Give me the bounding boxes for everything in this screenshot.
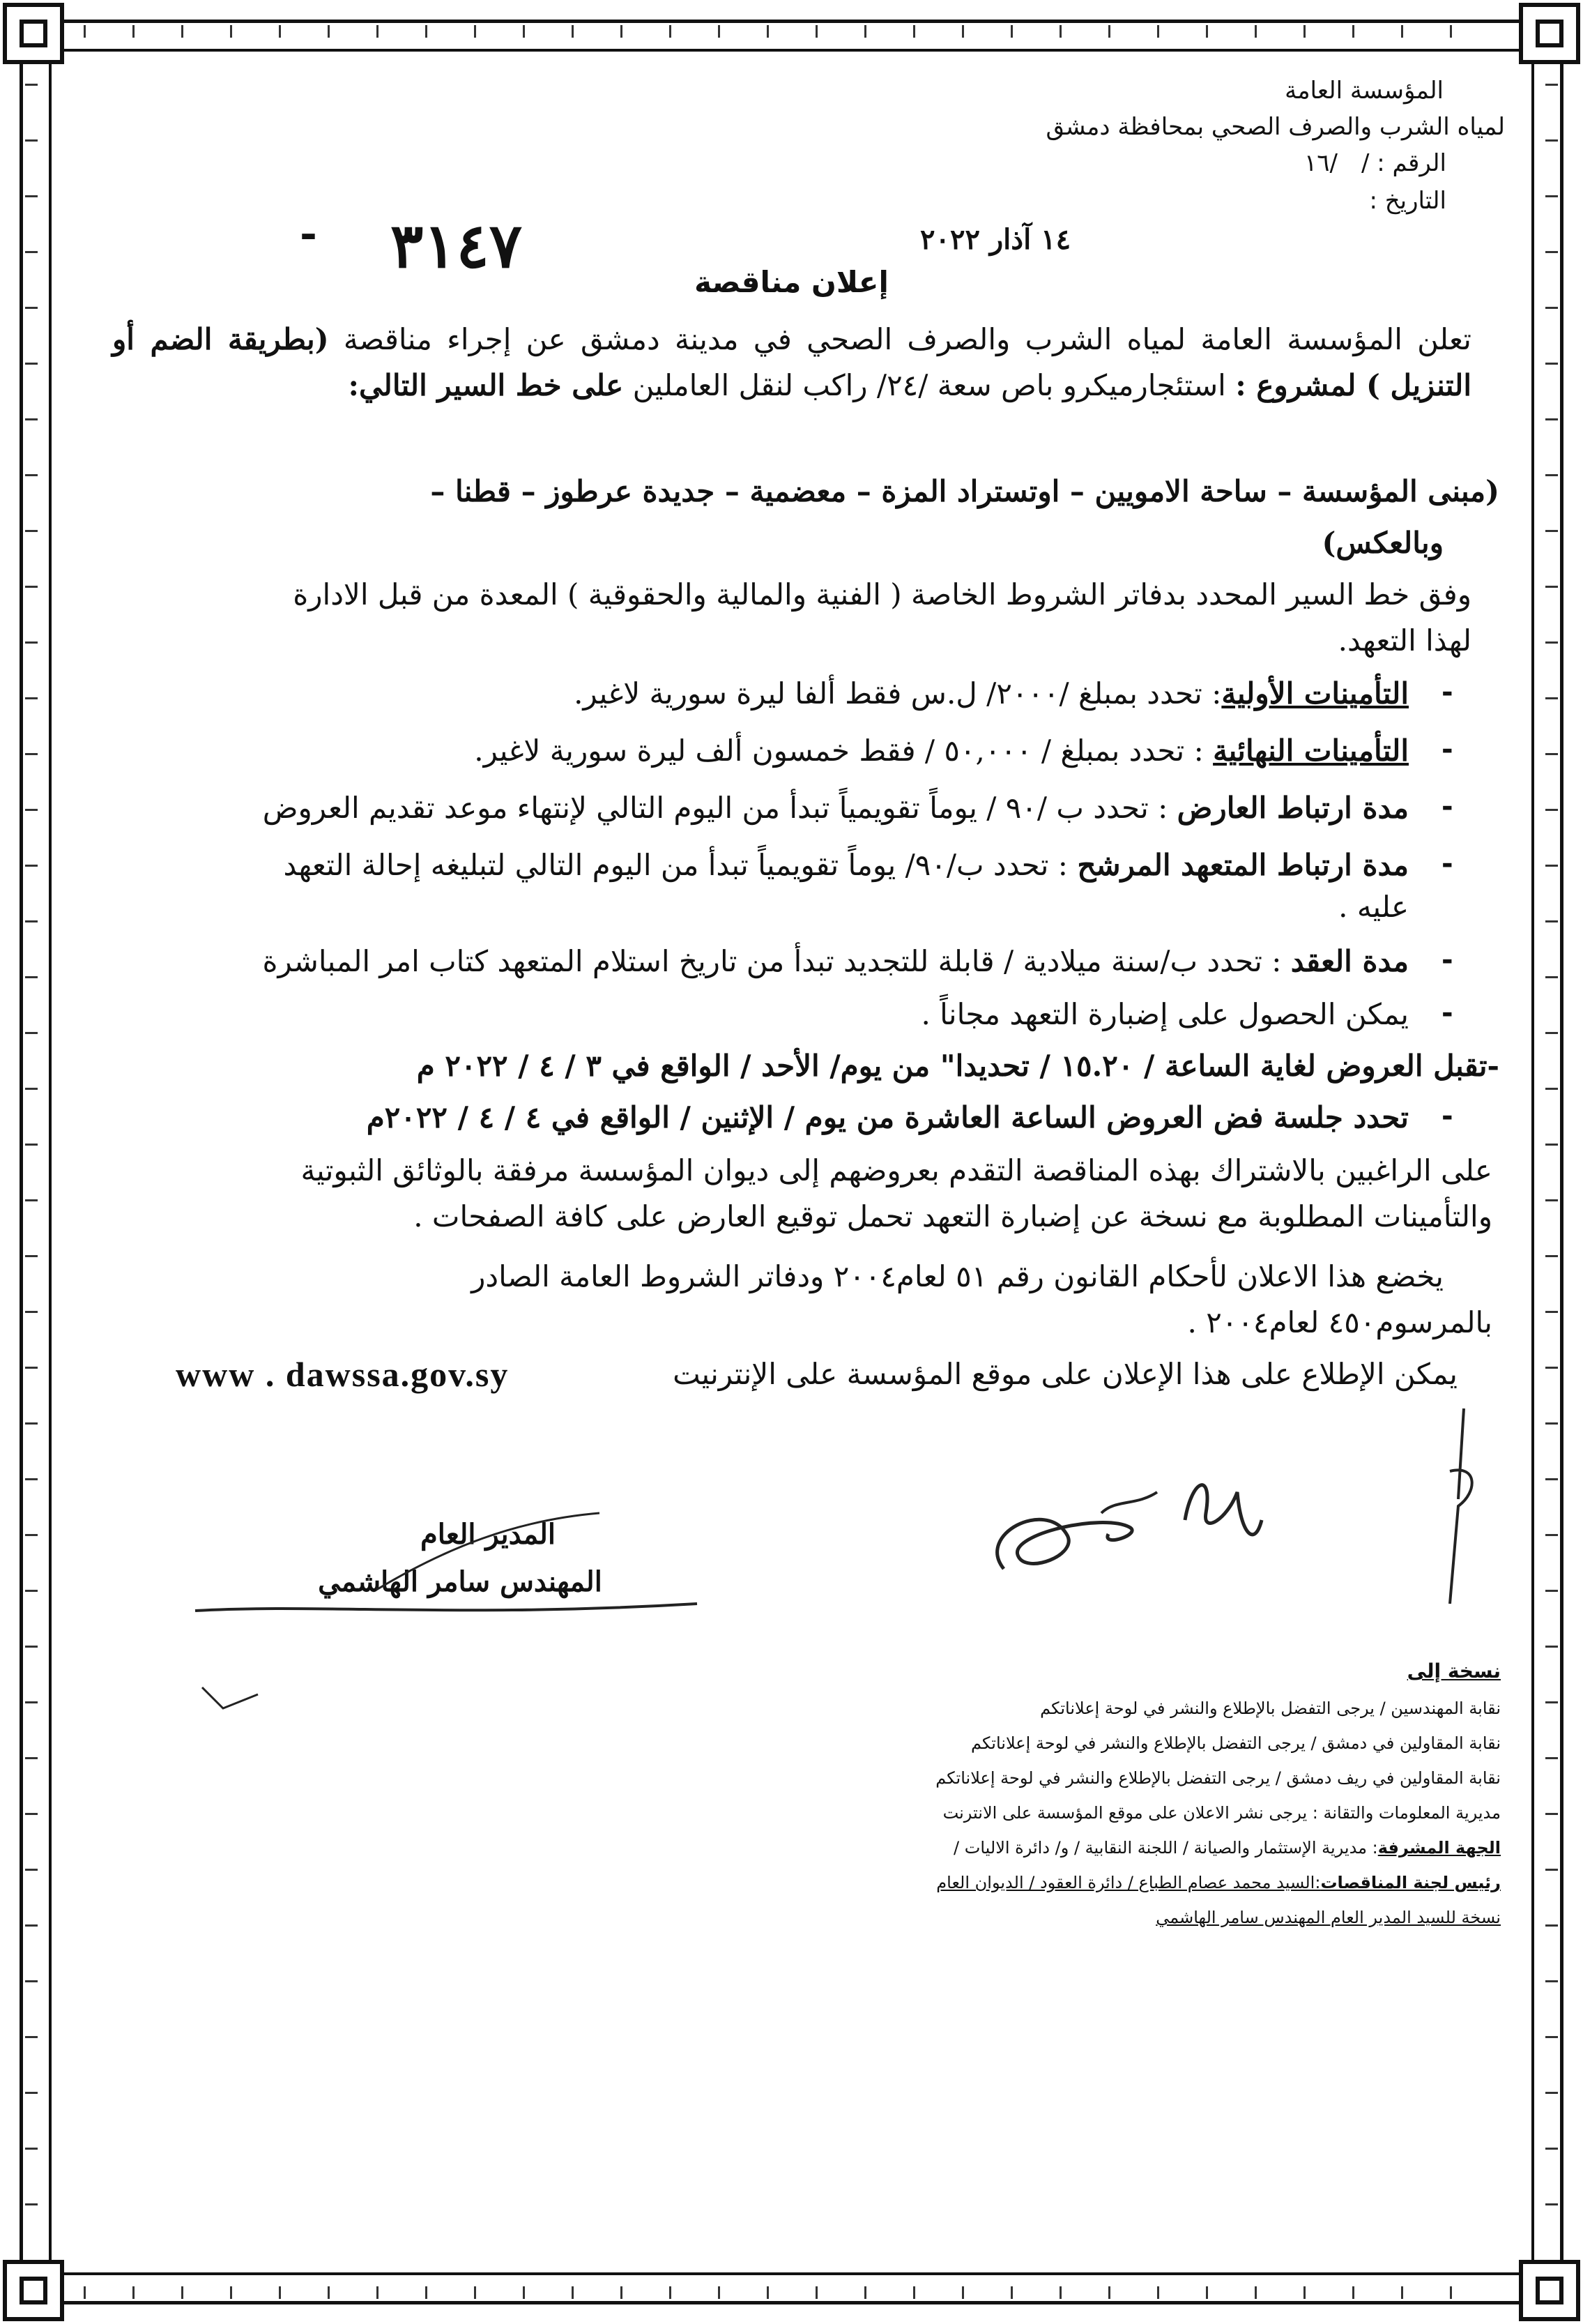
copy-director: نسخة للسيد المدير العام المهندس سامر الهاشمي	[1156, 1908, 1501, 1927]
bullet: -	[1441, 944, 1453, 976]
copy-supervisor: الجهة المشرفة: مديرية الإستثمار والصيانة / اللجنة النقابية / و/ دائرة الاليات /	[954, 1838, 1501, 1858]
submission-deadline: -تقبل العروض لغاية الساعة / ١٥.٢٠ / تحديدا" من يوم/ الأحد / الواقع في ٣ / ٤ / ٢٠٢٢ م	[416, 1049, 1499, 1083]
copies-heading: نسخة إلى	[1407, 1660, 1501, 1683]
website-url[interactable]: www . dawssa.gov.sy	[176, 1355, 510, 1394]
bullet: -	[1441, 676, 1453, 708]
border-ornament-left	[25, 84, 38, 2238]
opening-session: تحدد جلسة فض العروض الساعة العاشرة من يوم / الإثنين / الواقع في ٤ / ٤ / ٢٠٢٢م	[366, 1100, 1409, 1134]
signature-scribbles	[962, 1395, 1506, 1618]
route-line-1: (مبنى المؤسسة – ساحة الامويين – اوتستراد المزة – معضمية – جديدة عرطوز – قطنا –	[430, 474, 1499, 508]
closing-line-4: بالمرسوم٤٥٠ لعام٢٠٠٤ .	[1187, 1305, 1492, 1339]
item-final-insurance: التأمينات النهائية : تحدد بمبلغ / ٥٠,٠٠٠ / فقط خمسون ألف ليرة سورية لاغير.	[474, 734, 1409, 768]
registration-number-stamp: ٣١٤٧	[390, 209, 523, 282]
copy-line-2: نقابة المقاولين في دمشق / يرجى التفضل بالإطلاع والنشر في لوحة إعلاناتكم	[971, 1733, 1501, 1753]
date-label: التاريخ :	[1369, 187, 1446, 215]
signature-stroke	[181, 1506, 711, 1729]
conditions-line-1: وفق خط السير المحدد بدفاتر الشروط الخاصة ( الفنية والمالية والحقوقية ) المعدة من قبل الادارة	[293, 577, 1471, 612]
corner-ornament-top-left	[3, 3, 64, 64]
closing-line-2: والتأمينات المطلوبة مع نسخة عن إضبارة التعهد تحمل توقيع العارض على كافة الصفحات .	[413, 1199, 1492, 1233]
item-initial-insurance: التأمينات الأولية: تحدد بمبلغ /٢٠٠٠/ ل.س فقط ألفا ليرة سورية لاغير.	[574, 676, 1409, 711]
bullet: -	[1441, 1100, 1453, 1132]
closing-line-1: على الراغبين بالاشتراك بهذه المناقصة التقدم بعروضهم إلى ديوان المؤسسة مرفقة بالوثائق الثبوتية	[300, 1153, 1492, 1187]
org-name-line1: المؤسسة العامة	[1285, 77, 1444, 105]
signatory-title: المدير العام	[420, 1518, 556, 1551]
item-contract-duration: مدة العقد : تحدد ب/سنة ميلادية / قابلة للتجديد تبدأ من تاريخ استلام المتعهد كتاب امر المباشرة	[262, 944, 1409, 978]
copy-line-4: مديرية المعلومات والتقانة : يرجى نشر الاعلان على موقع المؤسسة على الانترنت	[942, 1803, 1501, 1823]
bullet: -	[1441, 848, 1453, 880]
bullet: -	[1441, 997, 1453, 1029]
org-name-line2: لمياه الشرب والصرف الصحي بمحافظة دمشق	[1046, 113, 1505, 141]
registration-date: ١٤ آذار ٢٠٢٢	[920, 223, 1071, 256]
border-ornament-top	[84, 25, 1499, 38]
route-line-2: وبالعكس)	[1322, 526, 1444, 560]
website-notice: يمكن الإطلاع على هذا الإعلان على موقع المؤسسة على الإنترنيت	[673, 1357, 1458, 1391]
copy-committee: رئيس لجنة المناقصات:السيد محمد عصام الطباع / دائرة العقود / الديوان العام	[936, 1873, 1501, 1892]
ref-label: الرقم : /	[1361, 149, 1446, 177]
corner-ornament-top-right	[1519, 3, 1580, 64]
corner-ornament-bottom-left	[3, 2260, 64, 2321]
item-bidder-commitment: مدة ارتباط العارض : تحدد ب /٩٠ / يوماً تقويمياً تبدأ من اليوم التالي لإنتهاء موعد تقديم العروض	[262, 791, 1409, 825]
intro-bold-1: (بطريقة الضم أو التنزيل ) لمشروع :	[112, 322, 1471, 402]
document-title: إعلان مناقصة	[694, 265, 889, 299]
border-ornament-bottom	[84, 2286, 1499, 2299]
bullet: -	[1441, 734, 1453, 766]
item-contractor-commitment: مدة ارتباط المتعهد المرشح : تحدد ب/٩٠/ يوماً تقويمياً تبدأ من اليوم التالي لتبليغه إحالة التعهد	[283, 848, 1409, 882]
item-free-file: يمكن الحصول على إضبارة التعهد مجاناً .	[921, 997, 1409, 1031]
ref-value: /١٦	[1304, 149, 1338, 177]
copy-line-1: نقابة المهندسين / يرجى التفضل بالإطلاع والنشر في لوحة إعلاناتكم	[1040, 1699, 1501, 1718]
border-ornament-right	[1545, 84, 1558, 2238]
stamp-dash: -	[300, 209, 320, 258]
intro-bold-2: على خط السير التالي:	[348, 368, 624, 402]
copy-line-3: نقابة المقاولين في ريف دمشق / يرجى التفضل بالإطلاع والنشر في لوحة إعلاناتكم	[935, 1768, 1501, 1788]
intro-text-2: استئجارميكرو باص سعة /٢٤/ راكب لنقل العاملين	[623, 368, 1236, 402]
bullet: -	[1441, 791, 1453, 823]
intro-paragraph	[112, 317, 1471, 409]
conditions-line-2: لهذا التعهد.	[1338, 623, 1471, 658]
item-contractor-commitment-cont: عليه .	[1338, 890, 1409, 924]
corner-ornament-bottom-right	[1519, 2260, 1580, 2321]
signatory-name: المهندس سامر الهاشمي	[318, 1565, 602, 1598]
intro-text-1: تعلن المؤسسة العامة لمياه الشرب والصرف الصحي في مدينة دمشق عن إجراء مناقصة	[328, 322, 1471, 356]
closing-line-3: يخضع هذا الاعلان لأحكام القانون رقم ٥١ لعام٢٠٠٤ ودفاتر الشروط العامة الصادر	[471, 1259, 1444, 1293]
